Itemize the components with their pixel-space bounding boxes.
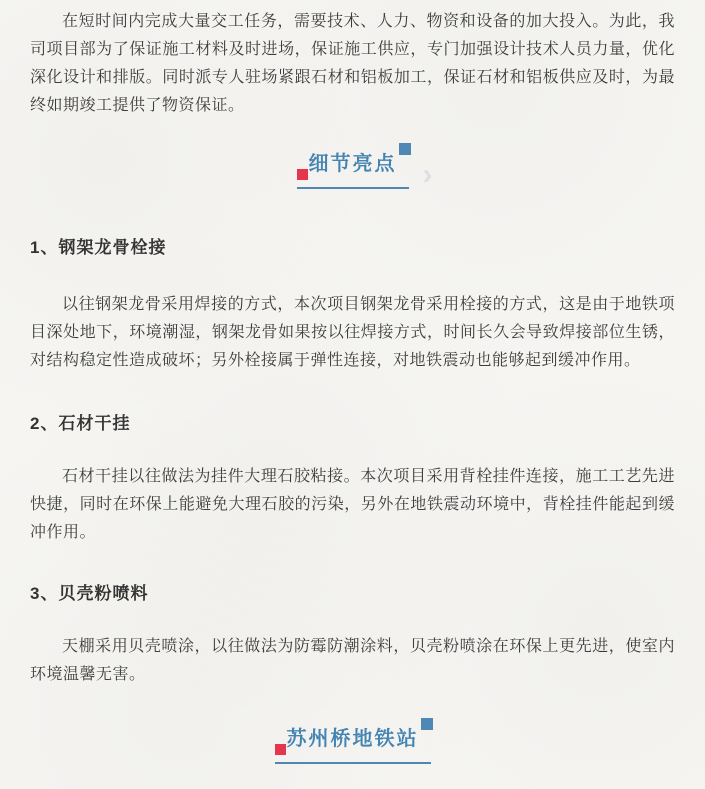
section-3-heading: 3、贝壳粉喷料 <box>30 584 149 603</box>
section-1-heading: 1、钢架龙骨栓接 <box>30 238 167 257</box>
section-3-paragraph: 天棚采用贝壳喷涂，以往做法为防霉防潮涂料，贝壳粉喷涂在环保上更先进，使室内环境温馨无害。 <box>30 638 675 683</box>
decorated-title-details <box>297 150 409 189</box>
blue-square-icon <box>421 718 433 730</box>
section-2-heading: 2、石材干挂 <box>30 414 131 433</box>
red-square-icon <box>297 169 308 180</box>
section-2-paragraph: 石材干挂以往做法为挂件大理石胶粘接。本次项目采用背栓挂件连接，施工工艺先进快捷，同时在环保上能避免大理石胶的污染，另外在地铁震动环境中，背栓挂件能起到缓冲作用。 <box>30 468 675 541</box>
blue-square-icon <box>399 143 411 155</box>
red-square-icon <box>275 744 286 755</box>
section-header-details <box>30 150 675 189</box>
section-header-station <box>30 725 675 764</box>
section-1-paragraph: 以往钢架龙骨采用焊接的方式，本次项目钢架龙骨采用栓接的方式，这是由于地铁项目深处地下，环境潮湿，钢架龙骨如果按以往焊接方式，时间长久会导致焊接部位生锈，对结构稳定性造成破坏；另外栓接属于弹性连接，对地铁震动也能够起到缓冲作用。 <box>30 296 675 369</box>
section-header-details-title: 细节亮点 <box>308 153 397 175</box>
decorated-title-station <box>275 725 431 764</box>
intro-paragraph: 在短时间内完成大量交工任务，需要技术、人力、物资和设备的加大投入。为此，我司项目部为了保证施工材料及时进场，保证施工供应，专门加强设计技术人员力量，优化深化设计和排版。同时派专人驻场紧跟石材和铝板加工，保证石材和铝板供应及时，为最终如期竣工提供了物资保证。 <box>30 13 675 114</box>
section-header-station-title: 苏州桥地铁站 <box>286 728 419 750</box>
chevron-right-icon: › <box>422 158 433 191</box>
